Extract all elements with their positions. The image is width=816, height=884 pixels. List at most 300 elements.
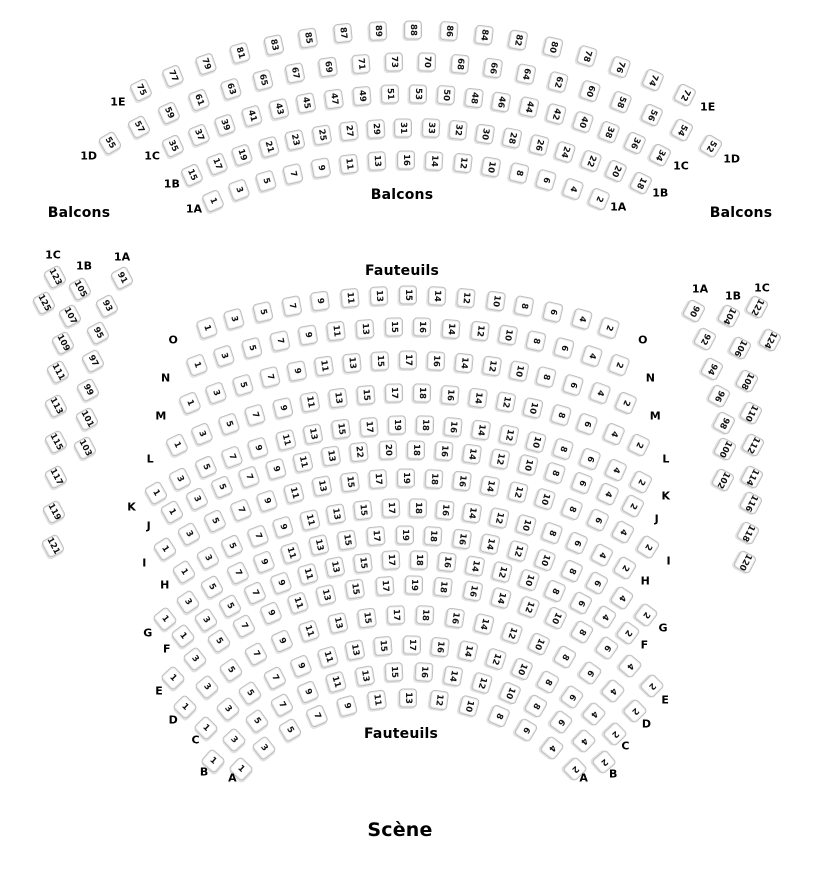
seat-fauteuil-K-9[interactable]: 9	[247, 436, 270, 459]
seat-fauteuil-I-7[interactable]: 7	[229, 498, 253, 522]
seat-fauteuil-A-1[interactable]: 1	[228, 756, 254, 782]
seat-fauteuil-I-13[interactable]: 13	[311, 475, 332, 497]
seat-balcon-1B-32[interactable]: 32	[448, 120, 468, 141]
seat-balcon-1D-70[interactable]: 70	[418, 53, 437, 73]
seat-balcon-droit-1B-114[interactable]: 114	[740, 464, 765, 489]
seat-fauteuil-C-8[interactable]: 8	[535, 669, 560, 694]
seat-fauteuil-B-2[interactable]: 2	[591, 749, 617, 775]
seat-fauteuil-F-8[interactable]: 8	[543, 578, 567, 603]
seat-fauteuil-C-16[interactable]: 16	[430, 636, 450, 657]
seat-fauteuil-L-9[interactable]: 9	[272, 396, 294, 419]
seat-fauteuil-N-1[interactable]: 1	[185, 353, 209, 377]
seat-balcon-1C-34[interactable]: 34	[648, 142, 673, 167]
seat-fauteuil-M-14[interactable]: 14	[454, 352, 474, 373]
seat-balcon-1B-33[interactable]: 33	[421, 119, 440, 139]
seat-fauteuil-E-8[interactable]: 8	[570, 619, 595, 644]
seat-fauteuil-M-17[interactable]: 17	[399, 351, 417, 370]
seat-balcon-1C-36[interactable]: 36	[623, 130, 647, 155]
seat-fauteuil-M-6[interactable]: 6	[562, 373, 585, 396]
seat-fauteuil-G-1[interactable]: 1	[152, 606, 178, 632]
seat-balcon-1C-41[interactable]: 41	[240, 105, 263, 128]
seat-fauteuil-M-15[interactable]: 15	[371, 351, 390, 371]
seat-fauteuil-N-6[interactable]: 6	[553, 336, 575, 359]
seat-fauteuil-H-7[interactable]: 7	[246, 524, 270, 548]
seat-fauteuil-E-5[interactable]: 5	[206, 628, 231, 654]
seat-fauteuil-L-4[interactable]: 4	[602, 422, 626, 446]
seat-fauteuil-D-3[interactable]: 3	[194, 674, 220, 700]
seat-balcon-1A-12[interactable]: 12	[453, 153, 473, 174]
seat-fauteuil-E-2[interactable]: 2	[639, 673, 665, 699]
seat-balcon-droit-1B-120[interactable]: 120	[733, 549, 758, 574]
seat-balcon-1C-43[interactable]: 43	[268, 98, 290, 121]
seat-balcon-1B-26[interactable]: 26	[528, 133, 550, 156]
seat-fauteuil-M-13[interactable]: 13	[342, 352, 362, 373]
seat-fauteuil-O-13[interactable]: 13	[369, 286, 388, 306]
seat-balcon-gauche-1B-119[interactable]: 119	[42, 499, 67, 524]
seat-fauteuil-B-11[interactable]: 11	[325, 671, 348, 694]
seat-fauteuil-K-5[interactable]: 5	[194, 455, 218, 480]
seat-balcon-1B-15[interactable]: 15	[179, 163, 203, 188]
seat-fauteuil-O-3[interactable]: 3	[223, 308, 246, 331]
seat-fauteuil-M-2[interactable]: 2	[614, 391, 638, 415]
seat-balcon-droit-1A-90[interactable]: 90	[682, 298, 707, 323]
seat-balcon-1C-53[interactable]: 53	[409, 84, 427, 103]
seat-fauteuil-C-12[interactable]: 12	[484, 647, 507, 671]
seat-fauteuil-E-10[interactable]: 10	[544, 606, 568, 631]
seat-fauteuil-G-4[interactable]: 4	[609, 585, 634, 611]
seat-fauteuil-I-19[interactable]: 19	[397, 468, 415, 487]
seat-fauteuil-D-11[interactable]: 11	[298, 619, 321, 643]
seat-fauteuil-A-8[interactable]: 8	[487, 704, 511, 729]
seat-balcon-gauche-1B-107[interactable]: 107	[58, 303, 83, 328]
seat-balcon-1D-65[interactable]: 65	[252, 69, 274, 92]
seat-fauteuil-K-18[interactable]: 18	[416, 415, 435, 435]
seat-fauteuil-J-2[interactable]: 2	[621, 494, 646, 519]
seat-fauteuil-E-16[interactable]: 16	[462, 580, 483, 602]
seat-balcon-1B-27[interactable]: 27	[339, 121, 359, 142]
seat-balcon-1A-3[interactable]: 3	[227, 178, 250, 202]
seat-fauteuil-F-6[interactable]: 6	[568, 590, 593, 615]
seat-fauteuil-F-7[interactable]: 7	[243, 581, 267, 606]
seat-balcon-1B-31[interactable]: 31	[394, 118, 412, 137]
seat-fauteuil-I-14[interactable]: 14	[480, 475, 501, 497]
seat-balcon-1B-24[interactable]: 24	[554, 140, 577, 164]
seat-fauteuil-O-14[interactable]: 14	[428, 286, 447, 306]
seat-balcon-1E-76[interactable]: 76	[608, 55, 631, 79]
seat-fauteuil-H-5[interactable]: 5	[220, 534, 244, 559]
seat-fauteuil-N-10[interactable]: 10	[498, 325, 519, 347]
seat-fauteuil-C-7[interactable]: 7	[262, 665, 287, 690]
seat-fauteuil-B-8[interactable]: 8	[524, 693, 549, 718]
seat-fauteuil-M-10[interactable]: 10	[509, 360, 530, 382]
seat-fauteuil-K-8[interactable]: 8	[552, 438, 575, 462]
seat-fauteuil-A-3[interactable]: 3	[251, 735, 277, 761]
seat-balcon-1B-29[interactable]: 29	[367, 119, 386, 139]
seat-balcon-1C-37[interactable]: 37	[187, 123, 211, 147]
seat-fauteuil-J-14[interactable]: 14	[462, 444, 482, 465]
seat-balcon-1E-82[interactable]: 82	[508, 29, 529, 51]
seat-balcon-1A-7[interactable]: 7	[282, 162, 304, 185]
seat-fauteuil-H-9[interactable]: 9	[272, 515, 295, 538]
seat-fauteuil-K-14[interactable]: 14	[471, 420, 492, 441]
seat-balcon-1E-75[interactable]: 75	[129, 78, 153, 103]
seat-fauteuil-C-15[interactable]: 15	[374, 636, 394, 656]
seat-fauteuil-L-15[interactable]: 15	[356, 384, 375, 404]
seat-balcon-1C-48[interactable]: 48	[464, 87, 484, 108]
seat-fauteuil-E-9[interactable]: 9	[259, 601, 283, 626]
seat-balcon-1A-6[interactable]: 6	[535, 168, 558, 191]
seat-fauteuil-A-12[interactable]: 12	[429, 689, 449, 710]
seat-fauteuil-L-17[interactable]: 17	[385, 383, 403, 402]
seat-fauteuil-B-15[interactable]: 15	[385, 662, 404, 682]
seat-balcon-1D-66[interactable]: 66	[483, 58, 504, 79]
seat-fauteuil-I-11[interactable]: 11	[283, 481, 305, 504]
seat-fauteuil-G-10[interactable]: 10	[534, 548, 557, 572]
seat-fauteuil-J-20[interactable]: 20	[378, 441, 397, 461]
seat-balcon-droit-1B-118[interactable]: 118	[736, 520, 761, 545]
seat-balcon-gauche-1A-103[interactable]: 103	[73, 435, 98, 460]
seat-balcon-1D-73[interactable]: 73	[385, 52, 403, 71]
seat-fauteuil-D-18[interactable]: 18	[416, 605, 435, 625]
seat-fauteuil-F-9[interactable]: 9	[269, 570, 292, 594]
seat-fauteuil-G-2[interactable]: 2	[633, 602, 659, 628]
seat-fauteuil-C-9[interactable]: 9	[289, 654, 313, 678]
seat-fauteuil-N-11[interactable]: 11	[326, 321, 346, 342]
seat-fauteuil-C-10[interactable]: 10	[510, 657, 534, 682]
seat-balcon-1E-78[interactable]: 78	[575, 45, 598, 68]
seat-balcon-gauche-1A-95[interactable]: 95	[86, 320, 111, 345]
seat-fauteuil-J-22[interactable]: 22	[349, 442, 369, 463]
seat-balcon-droit-1A-94[interactable]: 94	[700, 356, 725, 381]
seat-fauteuil-K-15[interactable]: 15	[331, 419, 351, 440]
seat-fauteuil-J-11[interactable]: 11	[293, 450, 315, 472]
seat-fauteuil-K-1[interactable]: 1	[143, 480, 168, 505]
seat-balcon-1E-85[interactable]: 85	[298, 27, 319, 49]
seat-fauteuil-E-4[interactable]: 4	[617, 653, 643, 679]
seat-fauteuil-G-14[interactable]: 14	[479, 532, 501, 554]
seat-fauteuil-F-1[interactable]: 1	[170, 623, 196, 649]
seat-fauteuil-H-11[interactable]: 11	[299, 508, 321, 531]
seat-balcon-1D-54[interactable]: 54	[669, 117, 694, 142]
seat-fauteuil-D-1[interactable]: 1	[172, 694, 198, 720]
seat-fauteuil-N-15[interactable]: 15	[384, 317, 402, 336]
seat-fauteuil-I-15[interactable]: 15	[339, 471, 359, 492]
seat-fauteuil-A-5[interactable]: 5	[277, 718, 302, 744]
seat-fauteuil-I-1[interactable]: 1	[152, 536, 177, 562]
seat-fauteuil-F-2[interactable]: 2	[615, 620, 641, 646]
seat-fauteuil-A-10[interactable]: 10	[458, 695, 480, 718]
seat-balcon-droit-1B-106[interactable]: 106	[728, 335, 753, 360]
seat-fauteuil-H-10[interactable]: 10	[514, 513, 537, 536]
seat-balcon-1A-10[interactable]: 10	[480, 156, 501, 178]
seat-balcon-1E-74[interactable]: 74	[641, 68, 665, 93]
seat-fauteuil-A-6[interactable]: 6	[514, 718, 539, 744]
seat-balcon-1C-45[interactable]: 45	[296, 92, 317, 114]
seat-fauteuil-C-3[interactable]: 3	[215, 696, 241, 722]
seat-fauteuil-G-15[interactable]: 15	[337, 529, 358, 551]
seat-fauteuil-J-9[interactable]: 9	[265, 457, 288, 480]
seat-fauteuil-L-5[interactable]: 5	[217, 412, 240, 436]
seat-fauteuil-O-15[interactable]: 15	[399, 286, 417, 305]
seat-fauteuil-B-1[interactable]: 1	[200, 748, 226, 774]
seat-fauteuil-E-13[interactable]: 13	[315, 583, 337, 606]
seat-fauteuil-L-12[interactable]: 12	[495, 391, 516, 413]
seat-balcon-1D-71[interactable]: 71	[351, 54, 370, 74]
seat-fauteuil-G-3[interactable]: 3	[175, 589, 201, 615]
seat-fauteuil-G-5[interactable]: 5	[200, 574, 225, 599]
seat-fauteuil-N-3[interactable]: 3	[213, 344, 236, 368]
seat-fauteuil-K-17[interactable]: 17	[359, 416, 378, 436]
seat-balcon-1D-52[interactable]: 52	[698, 133, 723, 159]
seat-fauteuil-K-6[interactable]: 6	[578, 447, 602, 471]
seat-fauteuil-K-3[interactable]: 3	[168, 467, 193, 492]
seat-balcon-1E-84[interactable]: 84	[473, 24, 493, 45]
seat-fauteuil-E-1[interactable]: 1	[160, 665, 186, 691]
seat-balcon-gauche-1C-123[interactable]: 123	[43, 264, 68, 289]
seat-fauteuil-J-3[interactable]: 3	[184, 487, 209, 512]
seat-balcon-1C-50[interactable]: 50	[436, 85, 455, 105]
seat-fauteuil-F-17[interactable]: 17	[381, 550, 400, 570]
seat-fauteuil-C-14[interactable]: 14	[457, 640, 479, 662]
seat-fauteuil-A-7[interactable]: 7	[305, 704, 329, 729]
seat-fauteuil-K-11[interactable]: 11	[275, 429, 297, 452]
seat-fauteuil-B-13[interactable]: 13	[355, 665, 376, 687]
seat-balcon-1A-9[interactable]: 9	[311, 157, 332, 179]
seat-fauteuil-B-6[interactable]: 6	[548, 709, 574, 735]
seat-fauteuil-C-13[interactable]: 13	[345, 639, 366, 661]
seat-fauteuil-H-8[interactable]: 8	[540, 521, 563, 545]
seat-fauteuil-F-3[interactable]: 3	[193, 607, 218, 633]
seat-fauteuil-E-19[interactable]: 19	[405, 575, 423, 594]
seat-balcon-1C-42[interactable]: 42	[545, 103, 567, 126]
seat-balcon-1B-25[interactable]: 25	[311, 124, 332, 146]
seat-fauteuil-I-12[interactable]: 12	[507, 480, 529, 503]
seat-fauteuil-L-11[interactable]: 11	[300, 391, 321, 413]
seat-balcon-1E-86[interactable]: 86	[439, 21, 458, 41]
seat-balcon-1D-69[interactable]: 69	[318, 57, 338, 78]
seat-balcon-1C-47[interactable]: 47	[324, 88, 344, 109]
seat-fauteuil-N-2[interactable]: 2	[607, 353, 631, 377]
seat-fauteuil-O-2[interactable]: 2	[598, 316, 621, 340]
seat-fauteuil-G-8[interactable]: 8	[560, 558, 584, 583]
seat-fauteuil-I-3[interactable]: 3	[177, 522, 202, 547]
seat-balcon-1D-56[interactable]: 56	[640, 103, 664, 128]
seat-balcon-1B-28[interactable]: 28	[501, 127, 522, 149]
seat-fauteuil-F-4[interactable]: 4	[592, 604, 617, 630]
seat-fauteuil-D-8[interactable]: 8	[553, 644, 578, 669]
seat-fauteuil-O-5[interactable]: 5	[252, 301, 274, 324]
seat-balcon-droit-1B-108[interactable]: 108	[735, 368, 760, 393]
seat-fauteuil-M-7[interactable]: 7	[258, 366, 280, 389]
seat-balcon-1A-8[interactable]: 8	[508, 161, 530, 184]
seat-balcon-gauche-1A-97[interactable]: 97	[81, 348, 106, 373]
seat-fauteuil-F-12[interactable]: 12	[491, 561, 513, 584]
seat-balcon-1B-18[interactable]: 18	[629, 170, 654, 195]
seat-fauteuil-D-16[interactable]: 16	[444, 608, 465, 629]
seat-fauteuil-G-16[interactable]: 16	[452, 528, 472, 549]
seat-balcon-gauche-1A-99[interactable]: 99	[76, 377, 101, 402]
seat-fauteuil-J-5[interactable]: 5	[211, 475, 235, 499]
seat-fauteuil-G-17[interactable]: 17	[366, 526, 385, 546]
seat-fauteuil-H-13[interactable]: 13	[326, 503, 347, 525]
seat-fauteuil-K-12[interactable]: 12	[498, 424, 519, 446]
seat-balcon-1C-39[interactable]: 39	[213, 113, 236, 137]
seat-fauteuil-C-1[interactable]: 1	[193, 715, 219, 741]
seat-balcon-gauche-1A-91[interactable]: 91	[110, 265, 135, 290]
seat-fauteuil-M-4[interactable]: 4	[588, 381, 611, 405]
seat-fauteuil-L-7[interactable]: 7	[244, 403, 267, 426]
seat-fauteuil-O-10[interactable]: 10	[485, 290, 505, 311]
seat-fauteuil-B-14[interactable]: 14	[443, 665, 464, 687]
seat-fauteuil-D-17[interactable]: 17	[387, 605, 406, 625]
seat-balcon-1E-80[interactable]: 80	[542, 36, 564, 59]
seat-balcon-1C-38[interactable]: 38	[597, 120, 621, 144]
seat-fauteuil-A-4[interactable]: 4	[539, 735, 565, 761]
seat-fauteuil-D-12[interactable]: 12	[500, 621, 523, 645]
seat-balcon-1D-57[interactable]: 57	[126, 115, 151, 140]
seat-balcon-droit-1A-100[interactable]: 100	[713, 436, 738, 461]
seat-fauteuil-G-12[interactable]: 12	[507, 539, 530, 562]
seat-fauteuil-L-1[interactable]: 1	[165, 433, 189, 458]
seat-fauteuil-A-11[interactable]: 11	[367, 689, 387, 710]
seat-fauteuil-N-12[interactable]: 12	[470, 321, 490, 342]
seat-balcon-1E-79[interactable]: 79	[195, 52, 218, 76]
seat-fauteuil-E-15[interactable]: 15	[345, 578, 366, 600]
seat-fauteuil-H-16[interactable]: 16	[435, 499, 455, 520]
seat-fauteuil-N-9[interactable]: 9	[297, 325, 318, 347]
seat-balcon-1E-77[interactable]: 77	[161, 64, 185, 88]
seat-fauteuil-H-4[interactable]: 4	[589, 542, 614, 567]
seat-fauteuil-O-7[interactable]: 7	[281, 295, 302, 317]
seat-fauteuil-F-10[interactable]: 10	[517, 568, 540, 592]
seat-fauteuil-J-10[interactable]: 10	[517, 454, 539, 477]
seat-fauteuil-K-7[interactable]: 7	[220, 445, 243, 469]
seat-fauteuil-D-6[interactable]: 6	[577, 660, 603, 686]
seat-fauteuil-N-7[interactable]: 7	[269, 330, 291, 352]
seat-fauteuil-E-14[interactable]: 14	[490, 586, 512, 609]
seat-balcon-gauche-1B-117[interactable]: 117	[44, 464, 69, 489]
seat-fauteuil-B-7[interactable]: 7	[269, 692, 294, 717]
seat-balcon-1A-1[interactable]: 1	[201, 188, 225, 213]
seat-balcon-1A-5[interactable]: 5	[255, 169, 278, 192]
seat-fauteuil-H-2[interactable]: 2	[613, 555, 638, 581]
seat-fauteuil-F-15[interactable]: 15	[353, 552, 373, 573]
seat-fauteuil-M-8[interactable]: 8	[535, 366, 557, 389]
seat-fauteuil-H-3[interactable]: 3	[196, 546, 221, 571]
seat-fauteuil-D-9[interactable]: 9	[270, 629, 294, 654]
seat-balcon-gauche-1B-115[interactable]: 115	[44, 429, 69, 454]
seat-fauteuil-I-10[interactable]: 10	[534, 488, 557, 512]
seat-fauteuil-D-10[interactable]: 10	[527, 631, 551, 656]
seat-fauteuil-H-6[interactable]: 6	[565, 531, 589, 556]
seat-balcon-1C-49[interactable]: 49	[352, 86, 372, 106]
seat-balcon-droit-1B-110[interactable]: 110	[739, 400, 764, 425]
seat-balcon-1E-72[interactable]: 72	[672, 83, 697, 108]
seat-balcon-1E-87[interactable]: 87	[333, 23, 353, 44]
seat-fauteuil-G-7[interactable]: 7	[226, 561, 250, 586]
seat-fauteuil-I-6[interactable]: 6	[586, 507, 610, 532]
seat-fauteuil-K-16[interactable]: 16	[443, 417, 463, 438]
seat-balcon-droit-1C-122[interactable]: 122	[745, 294, 770, 319]
seat-balcon-1E-83[interactable]: 83	[263, 33, 285, 55]
seat-balcon-1D-62[interactable]: 62	[547, 70, 569, 93]
seat-fauteuil-C-2[interactable]: 2	[602, 721, 628, 747]
seat-fauteuil-M-16[interactable]: 16	[426, 351, 445, 371]
seat-fauteuil-I-4[interactable]: 4	[611, 520, 636, 545]
seat-fauteuil-J-4[interactable]: 4	[596, 481, 620, 506]
seat-fauteuil-F-18[interactable]: 18	[410, 550, 429, 570]
seat-fauteuil-H-12[interactable]: 12	[488, 507, 510, 529]
seat-balcon-droit-1A-102[interactable]: 102	[711, 467, 736, 492]
seat-fauteuil-E-3[interactable]: 3	[182, 646, 208, 672]
seat-balcon-1D-55[interactable]: 55	[97, 131, 122, 157]
seat-balcon-droit-1B-112[interactable]: 112	[741, 432, 766, 457]
seat-fauteuil-A-13[interactable]: 13	[399, 689, 417, 708]
seat-balcon-1C-51[interactable]: 51	[380, 85, 399, 105]
seat-balcon-1D-58[interactable]: 58	[610, 90, 634, 114]
seat-fauteuil-J-12[interactable]: 12	[490, 448, 511, 470]
seat-fauteuil-D-4[interactable]: 4	[600, 678, 626, 704]
seat-fauteuil-L-18[interactable]: 18	[413, 383, 431, 402]
seat-fauteuil-C-6[interactable]: 6	[559, 684, 585, 710]
seat-fauteuil-F-16[interactable]: 16	[437, 552, 457, 573]
seat-fauteuil-K-2[interactable]: 2	[629, 469, 654, 494]
seat-balcon-1B-17[interactable]: 17	[205, 152, 229, 176]
seat-fauteuil-F-5[interactable]: 5	[217, 593, 242, 618]
seat-fauteuil-L-14[interactable]: 14	[468, 387, 488, 408]
seat-balcon-droit-1A-98[interactable]: 98	[712, 410, 737, 435]
seat-fauteuil-D-5[interactable]: 5	[218, 657, 244, 683]
seat-fauteuil-H-18[interactable]: 18	[409, 498, 427, 517]
seat-fauteuil-J-13[interactable]: 13	[321, 445, 342, 467]
seat-balcon-1E-89[interactable]: 89	[369, 21, 388, 41]
seat-fauteuil-N-16[interactable]: 16	[413, 317, 431, 336]
seat-balcon-1D-68[interactable]: 68	[451, 54, 471, 75]
seat-fauteuil-J-6[interactable]: 6	[570, 470, 594, 494]
seat-fauteuil-B-10[interactable]: 10	[498, 681, 522, 706]
seat-fauteuil-J-18[interactable]: 18	[407, 440, 425, 459]
seat-balcon-1A-11[interactable]: 11	[339, 153, 359, 174]
seat-fauteuil-N-5[interactable]: 5	[240, 336, 262, 359]
seat-balcon-1C-46[interactable]: 46	[491, 91, 512, 113]
seat-fauteuil-E-12[interactable]: 12	[517, 595, 541, 619]
seat-balcon-1E-88[interactable]: 88	[404, 20, 422, 39]
seat-fauteuil-A-9[interactable]: 9	[335, 695, 357, 718]
seat-fauteuil-G-13[interactable]: 13	[308, 534, 330, 557]
seat-fauteuil-G-19[interactable]: 19	[395, 525, 413, 544]
seat-fauteuil-L-8[interactable]: 8	[549, 403, 572, 426]
seat-fauteuil-B-3[interactable]: 3	[221, 726, 247, 752]
seat-fauteuil-J-1[interactable]: 1	[159, 500, 184, 525]
seat-balcon-1D-59[interactable]: 59	[156, 101, 180, 126]
seat-fauteuil-I-16[interactable]: 16	[452, 471, 472, 492]
seat-fauteuil-I-17[interactable]: 17	[368, 469, 387, 489]
seat-balcon-droit-1A-92[interactable]: 92	[693, 326, 718, 351]
seat-fauteuil-K-13[interactable]: 13	[302, 423, 323, 445]
seat-balcon-1D-61[interactable]: 61	[188, 88, 212, 112]
seat-fauteuil-K-10[interactable]: 10	[525, 430, 547, 453]
seat-fauteuil-A-2[interactable]: 2	[562, 756, 588, 782]
seat-fauteuil-E-17[interactable]: 17	[375, 576, 394, 596]
seat-balcon-1E-81[interactable]: 81	[228, 42, 250, 65]
seat-fauteuil-F-11[interactable]: 11	[296, 562, 318, 585]
seat-fauteuil-K-4[interactable]: 4	[604, 457, 628, 482]
seat-fauteuil-D-2[interactable]: 2	[621, 698, 647, 724]
seat-fauteuil-J-16[interactable]: 16	[434, 441, 453, 461]
seat-balcon-droit-1B-104[interactable]: 104	[717, 303, 742, 328]
seat-fauteuil-M-5[interactable]: 5	[231, 373, 254, 396]
seat-balcon-droit-1B-116[interactable]: 116	[739, 490, 764, 515]
